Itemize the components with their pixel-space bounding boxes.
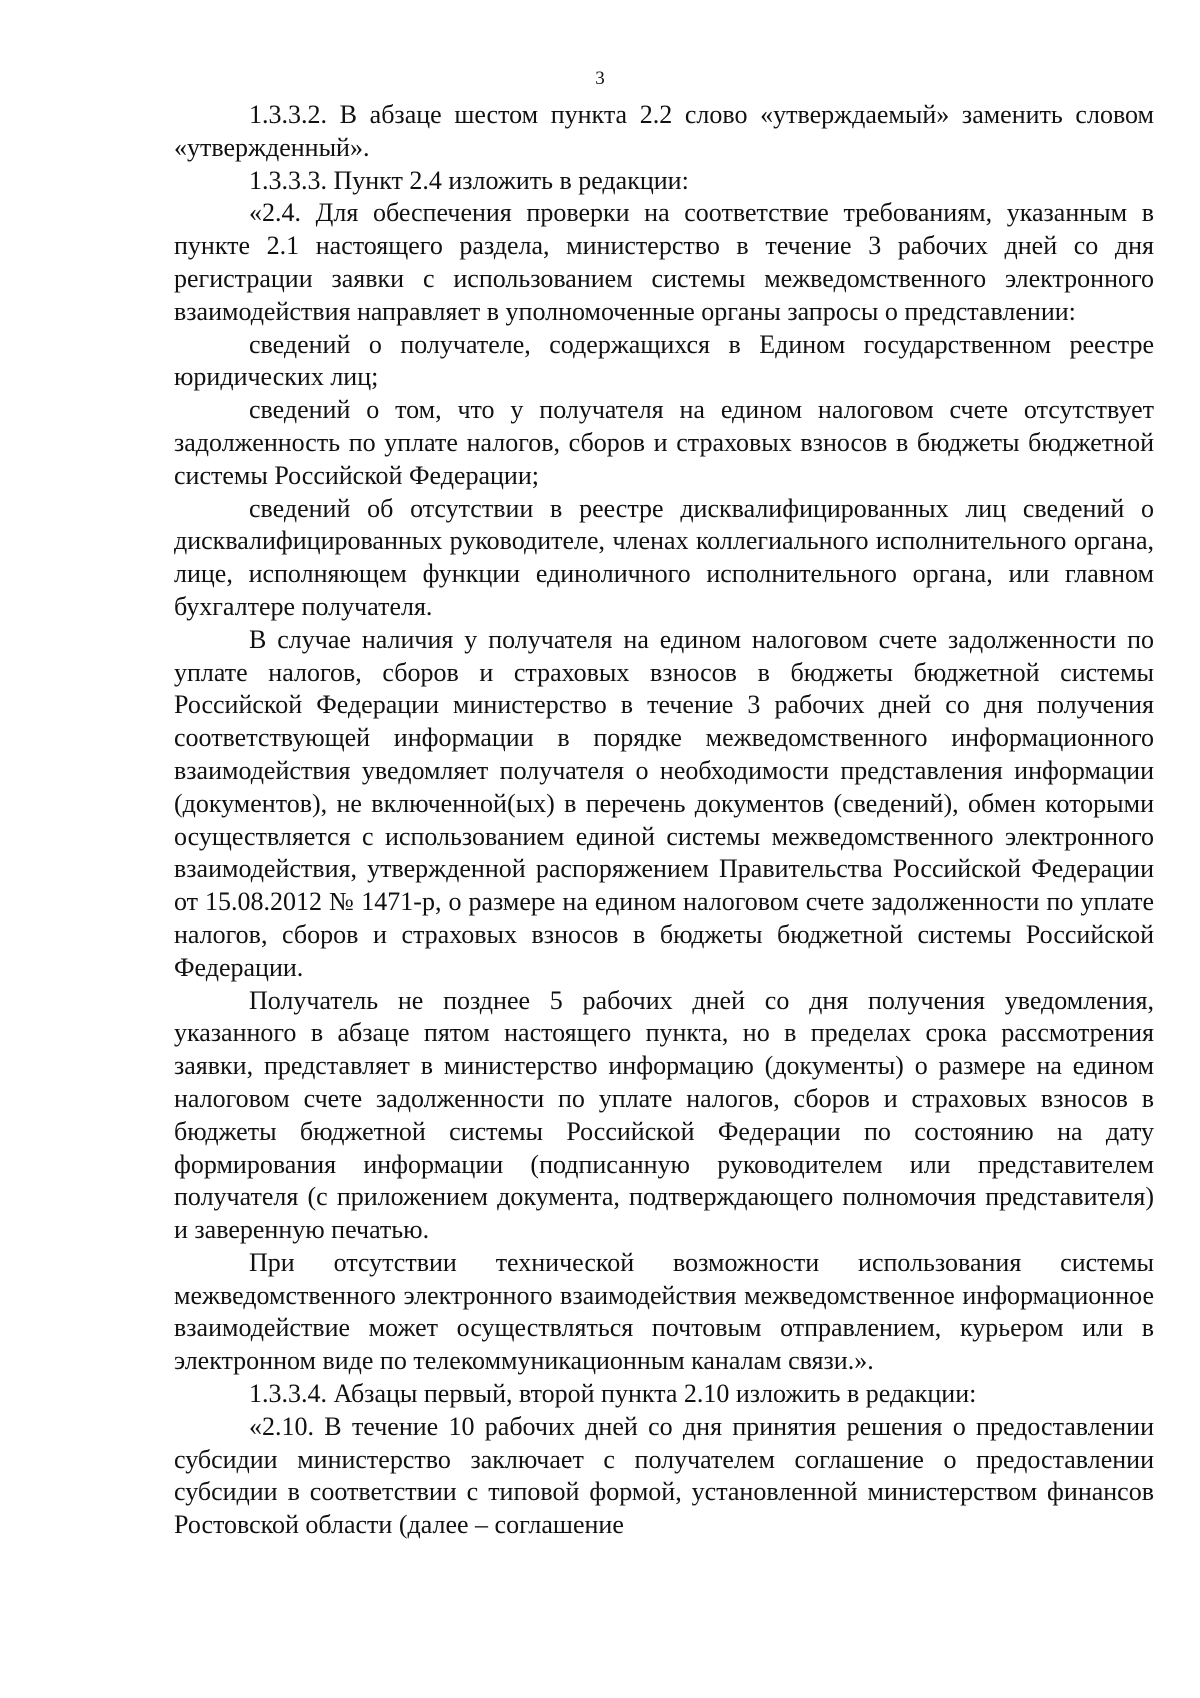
paragraph-recipient-deadline: Получатель не позднее 5 рабочих дней со дня получения уведомления, указанного в абзаце пятом настоящего пункта, но в пределах срока рассмотрения заявки, представляет в министерство информацию (документы) о размере на едином налоговом счете задолженности по уплате налогов, сборов и страховых взносов в бюджеты бюджетной системы Российской Федерации по состоянию на дату формирования информации (подписанную руководителем или представителем получателя (с приложением документа, подтверждающего полномочия представителя) и заверенную печатью. bbox=[174, 985, 1154, 1245]
paragraph-2-4-intro: «2.4. Для обеспечения проверки на соответствие требованиям, указанным в пункте 2.1 настоящего раздела, министерство в течение 3 рабочих дней со дня регистрации заявки с использованием системы межведомственного электронного взаимодействия направляет в уполномоченные органы запросы о представлении: bbox=[174, 198, 1154, 326]
paragraph-1-3-3-2: 1.3.3.2. В абзаце шестом пункта 2.2 слово «утверждаемый» заменить словом «утвержденный». bbox=[174, 100, 1154, 162]
page-number: 3 bbox=[595, 68, 605, 89]
paragraph-2-10: «2.10. В течение 10 рабочих дней со дня принятия решения о предоставлении субсидии министерство заключает с получателем соглашение о предоставлении субсидии в соответствии с типовой формой, установленной министерством финансов Ростовской области (далее – соглашение bbox=[174, 1411, 1154, 1540]
paragraph-1-3-3-3: 1.3.3.3. Пункт 2.4 изложить в редакции: bbox=[249, 165, 689, 195]
paragraph-tax-debt-info: сведений о том, что у получателя на едином налоговом счете отсутствует задолженность по уплате налогов, сборов и страховых взносов в бюджеты бюджетной системы Российской Федерации; bbox=[174, 395, 1154, 490]
paragraph-egrul-info: сведений о получателе, содержащихся в Едином государственном реестре юридических лиц; bbox=[174, 329, 1154, 392]
paragraph-no-technical-possibility: При отсутствии технической возможности использования системы межведомственного электронного взаимодействия межведомственное информационное взаимодействие может осуществляться почтовым отправлением, курьером или в электронном виде по телекоммуникационным каналам связи.». bbox=[174, 1247, 1154, 1376]
paragraph-1-3-3-4: 1.3.3.4. Абзацы первый, второй пункта 2.10 изложить в редакции: bbox=[249, 1379, 977, 1409]
document-body bbox=[174, 99, 1154, 1542]
paragraph-disqualified-info: сведений об отсутствии в реестре дисквалифицированных лиц сведений о дисквалифицированных руководителе, членах коллегиального исполнительного органа, лице, исполняющем функции единоличного исполнительного органа, или главном бухгалтере получателя. bbox=[174, 493, 1154, 621]
paragraph-debt-notification: В случае наличия у получателя на едином налоговом счете задолженности по уплате налогов, сборов и страховых взносов в бюджеты бюджетной системы Российской Федерации министерство в течение 3 рабочих дней со дня получения соответствующей информации в порядке межведомственного информационного взаимодействия уведомляет получателя о необходимости представления информации (документов), не включенной(ых) в перечень документов (сведений), обмен которыми осуществляется с использованием единой системы межведомственного электронного взаимодействия, утвержденной распоряжением Правительства Российской Федерации от 15.08.2012 № 1471-р, о размере на едином налоговом счете задолженности по уплате налогов, сборов и страховых взносов в бюджеты бюджетной системы Российской Федерации. bbox=[174, 624, 1154, 982]
